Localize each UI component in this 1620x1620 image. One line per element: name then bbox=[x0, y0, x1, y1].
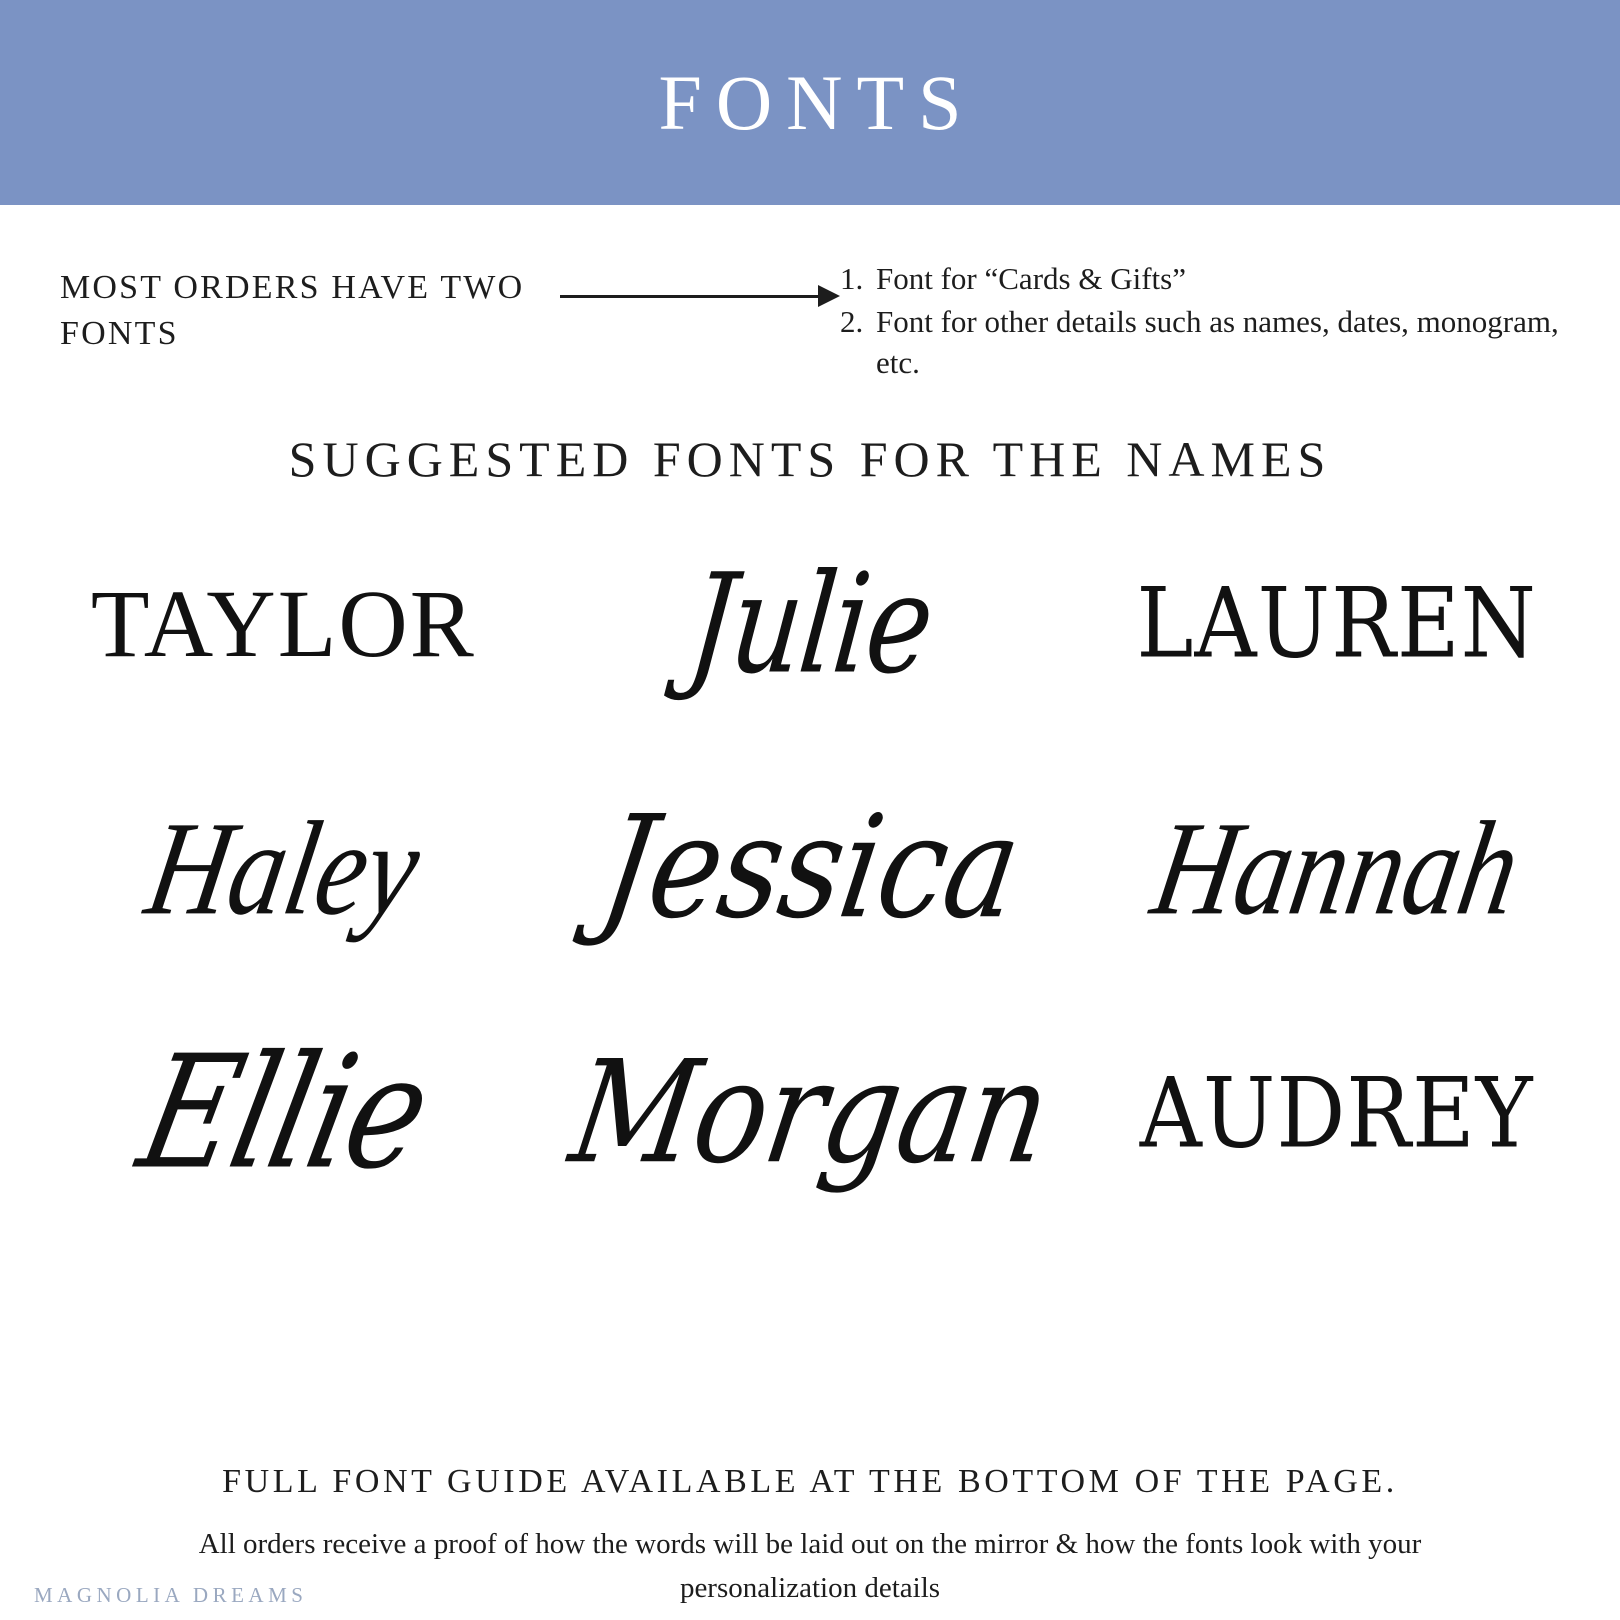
page-title: FONTS bbox=[658, 58, 976, 146]
list-item-text: Font for “Cards & Gifts” bbox=[876, 261, 1186, 296]
intro-left-text: MOST ORDERS HAVE TWO FONTS bbox=[60, 269, 525, 352]
footer bbox=[0, 1463, 1620, 1620]
list-item bbox=[840, 259, 1560, 300]
font-sample-cell bbox=[1073, 767, 1600, 972]
list-item bbox=[840, 302, 1560, 384]
font-sample-name: LAUREN bbox=[1136, 568, 1537, 681]
right-arrow-icon bbox=[560, 257, 840, 307]
footer-subtext: All orders receive a proof of how the words will be laid out on the mirror & how the fonts look with your personalization details bbox=[198, 1528, 1422, 1604]
intro-section bbox=[0, 205, 1620, 386]
font-sample-name: Ellie bbox=[125, 1022, 442, 1205]
list-item-marker: 2. bbox=[840, 303, 864, 339]
arrow-line bbox=[560, 295, 819, 298]
font-sample-name: TAYLOR bbox=[90, 570, 476, 678]
footer-note: FULL FONT GUIDE AVAILABLE AT THE BOTTOM OF THE PAGE. bbox=[222, 1463, 1398, 1500]
font-sample-cell bbox=[547, 767, 1074, 972]
font-sample-name: AUDREY bbox=[1139, 1058, 1534, 1171]
font-sample-name: Julie bbox=[681, 544, 939, 705]
page-header-banner bbox=[0, 0, 1620, 205]
font-sample-name: Morgan bbox=[561, 1031, 1060, 1196]
font-sample-cell bbox=[1073, 1012, 1600, 1217]
font-sample-cell bbox=[547, 522, 1074, 727]
list-item-marker: 1. bbox=[840, 261, 864, 296]
font-sample-grid bbox=[0, 522, 1620, 1217]
intro-numbered-list bbox=[840, 257, 1560, 386]
font-sample-name: Hannah bbox=[1143, 794, 1531, 944]
section-heading: SUGGESTED FONTS FOR THE NAMES bbox=[288, 430, 1332, 487]
font-sample-name: Haley bbox=[136, 794, 431, 944]
font-sample-cell bbox=[547, 1012, 1074, 1217]
font-sample-name: Jessica bbox=[590, 786, 1030, 951]
list-item-text: Font for other details such as names, dates, monogram, etc. bbox=[876, 303, 1559, 380]
font-sample-cell bbox=[20, 522, 547, 727]
font-sample-cell bbox=[20, 767, 547, 972]
font-sample-cell bbox=[1073, 522, 1600, 727]
font-sample-cell bbox=[20, 1012, 547, 1217]
arrow-head bbox=[818, 285, 840, 307]
brand-watermark: MAGNOLIA DREAMS bbox=[34, 1583, 308, 1607]
